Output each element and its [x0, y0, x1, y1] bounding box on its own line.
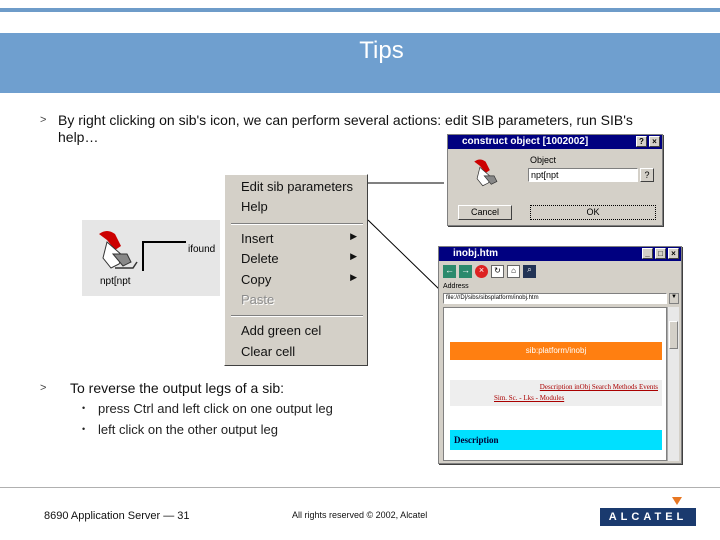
menu-item-delete[interactable]: [241, 251, 367, 266]
sib-output-leg-vertical[interactable]: [142, 241, 144, 271]
sib-output-label: ifound: [188, 244, 216, 255]
browser-scrollbar[interactable]: [667, 307, 679, 461]
search-icon[interactable]: ⌕: [523, 265, 536, 278]
bullet-text: To reverse the output legs of a sib:: [70, 380, 285, 396]
menu-item-help[interactable]: Help: [241, 199, 268, 214]
submenu-arrow-icon: ▶: [350, 251, 357, 261]
bullet-text: By right clicking on sib's icon, we can perform several actions: edit SIB parameters, run SIB's help…: [58, 112, 633, 145]
sub-bullet-text: press Ctrl and left click on one output leg: [98, 401, 333, 416]
construct-object-dialog: [447, 134, 663, 226]
menu-item-copy[interactable]: [241, 272, 367, 287]
menu-item-clear-cell[interactable]: Clear cell: [241, 344, 296, 359]
help-icon[interactable]: ?: [636, 136, 647, 147]
back-icon[interactable]: ←: [443, 265, 456, 278]
stop-icon[interactable]: ×: [475, 265, 488, 278]
home-icon[interactable]: ⌂: [507, 265, 520, 278]
menu-separator: [231, 315, 363, 317]
sib-output-leg[interactable]: [142, 241, 186, 243]
callout-lines: [368, 180, 448, 300]
help-browser-window: [438, 246, 682, 464]
bullet-marker: >: [40, 114, 47, 126]
refresh-icon[interactable]: ↻: [491, 265, 504, 278]
address-field[interactable]: file:///D|/sibs/sibsplatform/inobj.htm: [443, 293, 667, 304]
browser-toolbar: [443, 264, 563, 280]
nav-links-row1[interactable]: Description inObj Search Methods Events: [539, 383, 658, 391]
menu-item-edit-sib-parameters[interactable]: Edit sib parameters: [241, 179, 353, 194]
dialog-title: construct object [1002002]: [462, 136, 589, 147]
object-label: Object: [530, 155, 557, 165]
browser-title: inobj.htm: [453, 248, 498, 259]
object-field[interactable]: npt[npt: [528, 168, 638, 182]
sib-hand-icon[interactable]: [93, 228, 141, 272]
menu-item-insert-label: Insert: [241, 231, 274, 246]
forward-icon[interactable]: →: [459, 265, 472, 278]
menu-item-insert[interactable]: [241, 231, 367, 246]
browser-content: [443, 307, 667, 461]
section-header: Description: [450, 430, 662, 450]
page-banner: sib:platform/inobj: [450, 342, 662, 360]
top-rule: [0, 8, 720, 12]
sub-bullet-marker: •: [82, 424, 86, 434]
footer-left: 8690 Application Server — 31: [44, 510, 190, 522]
submenu-arrow-icon: ▶: [350, 272, 357, 282]
ok-button[interactable]: OK: [530, 205, 656, 220]
bullet-marker: >: [40, 382, 47, 394]
maximize-icon[interactable]: □: [655, 248, 666, 259]
menu-item-add-green-cel[interactable]: Add green cel: [241, 323, 322, 338]
footer-rule: [0, 487, 720, 488]
footer-center: All rights reserved © 2002, Alcatel: [292, 510, 428, 520]
menu-item-copy-label: Copy: [241, 272, 272, 287]
close-icon[interactable]: ×: [668, 248, 679, 259]
browser-titlebar: [439, 247, 681, 261]
context-menu: [224, 174, 368, 366]
menu-item-delete-label: Delete: [241, 251, 279, 266]
object-help-button[interactable]: ?: [640, 168, 654, 182]
sib-hand-icon: [470, 157, 504, 189]
nav-links-area: [450, 380, 662, 406]
address-label: Address: [443, 283, 469, 290]
scrollbar-thumb[interactable]: [669, 321, 678, 349]
sib-label: npt[npt: [100, 276, 131, 287]
alcatel-logo: ALCATEL: [600, 508, 696, 526]
page-title: Tips: [359, 37, 404, 64]
alcatel-logo-mark-icon: [672, 497, 682, 505]
close-icon[interactable]: ×: [649, 136, 660, 147]
address-dropdown-icon[interactable]: ▼: [669, 293, 679, 304]
menu-separator: [231, 223, 363, 225]
dialog-titlebar: [448, 135, 662, 149]
sub-bullet-text: left click on the other output leg: [98, 422, 278, 437]
submenu-arrow-icon: ▶: [350, 231, 357, 241]
sub-bullet-marker: •: [82, 403, 86, 413]
menu-item-paste: Paste: [241, 292, 275, 307]
nav-links-row2[interactable]: Sim. Sc. - Lks - Modules: [494, 394, 565, 402]
minimize-icon[interactable]: _: [642, 248, 653, 259]
cancel-button[interactable]: Cancel: [458, 205, 512, 220]
